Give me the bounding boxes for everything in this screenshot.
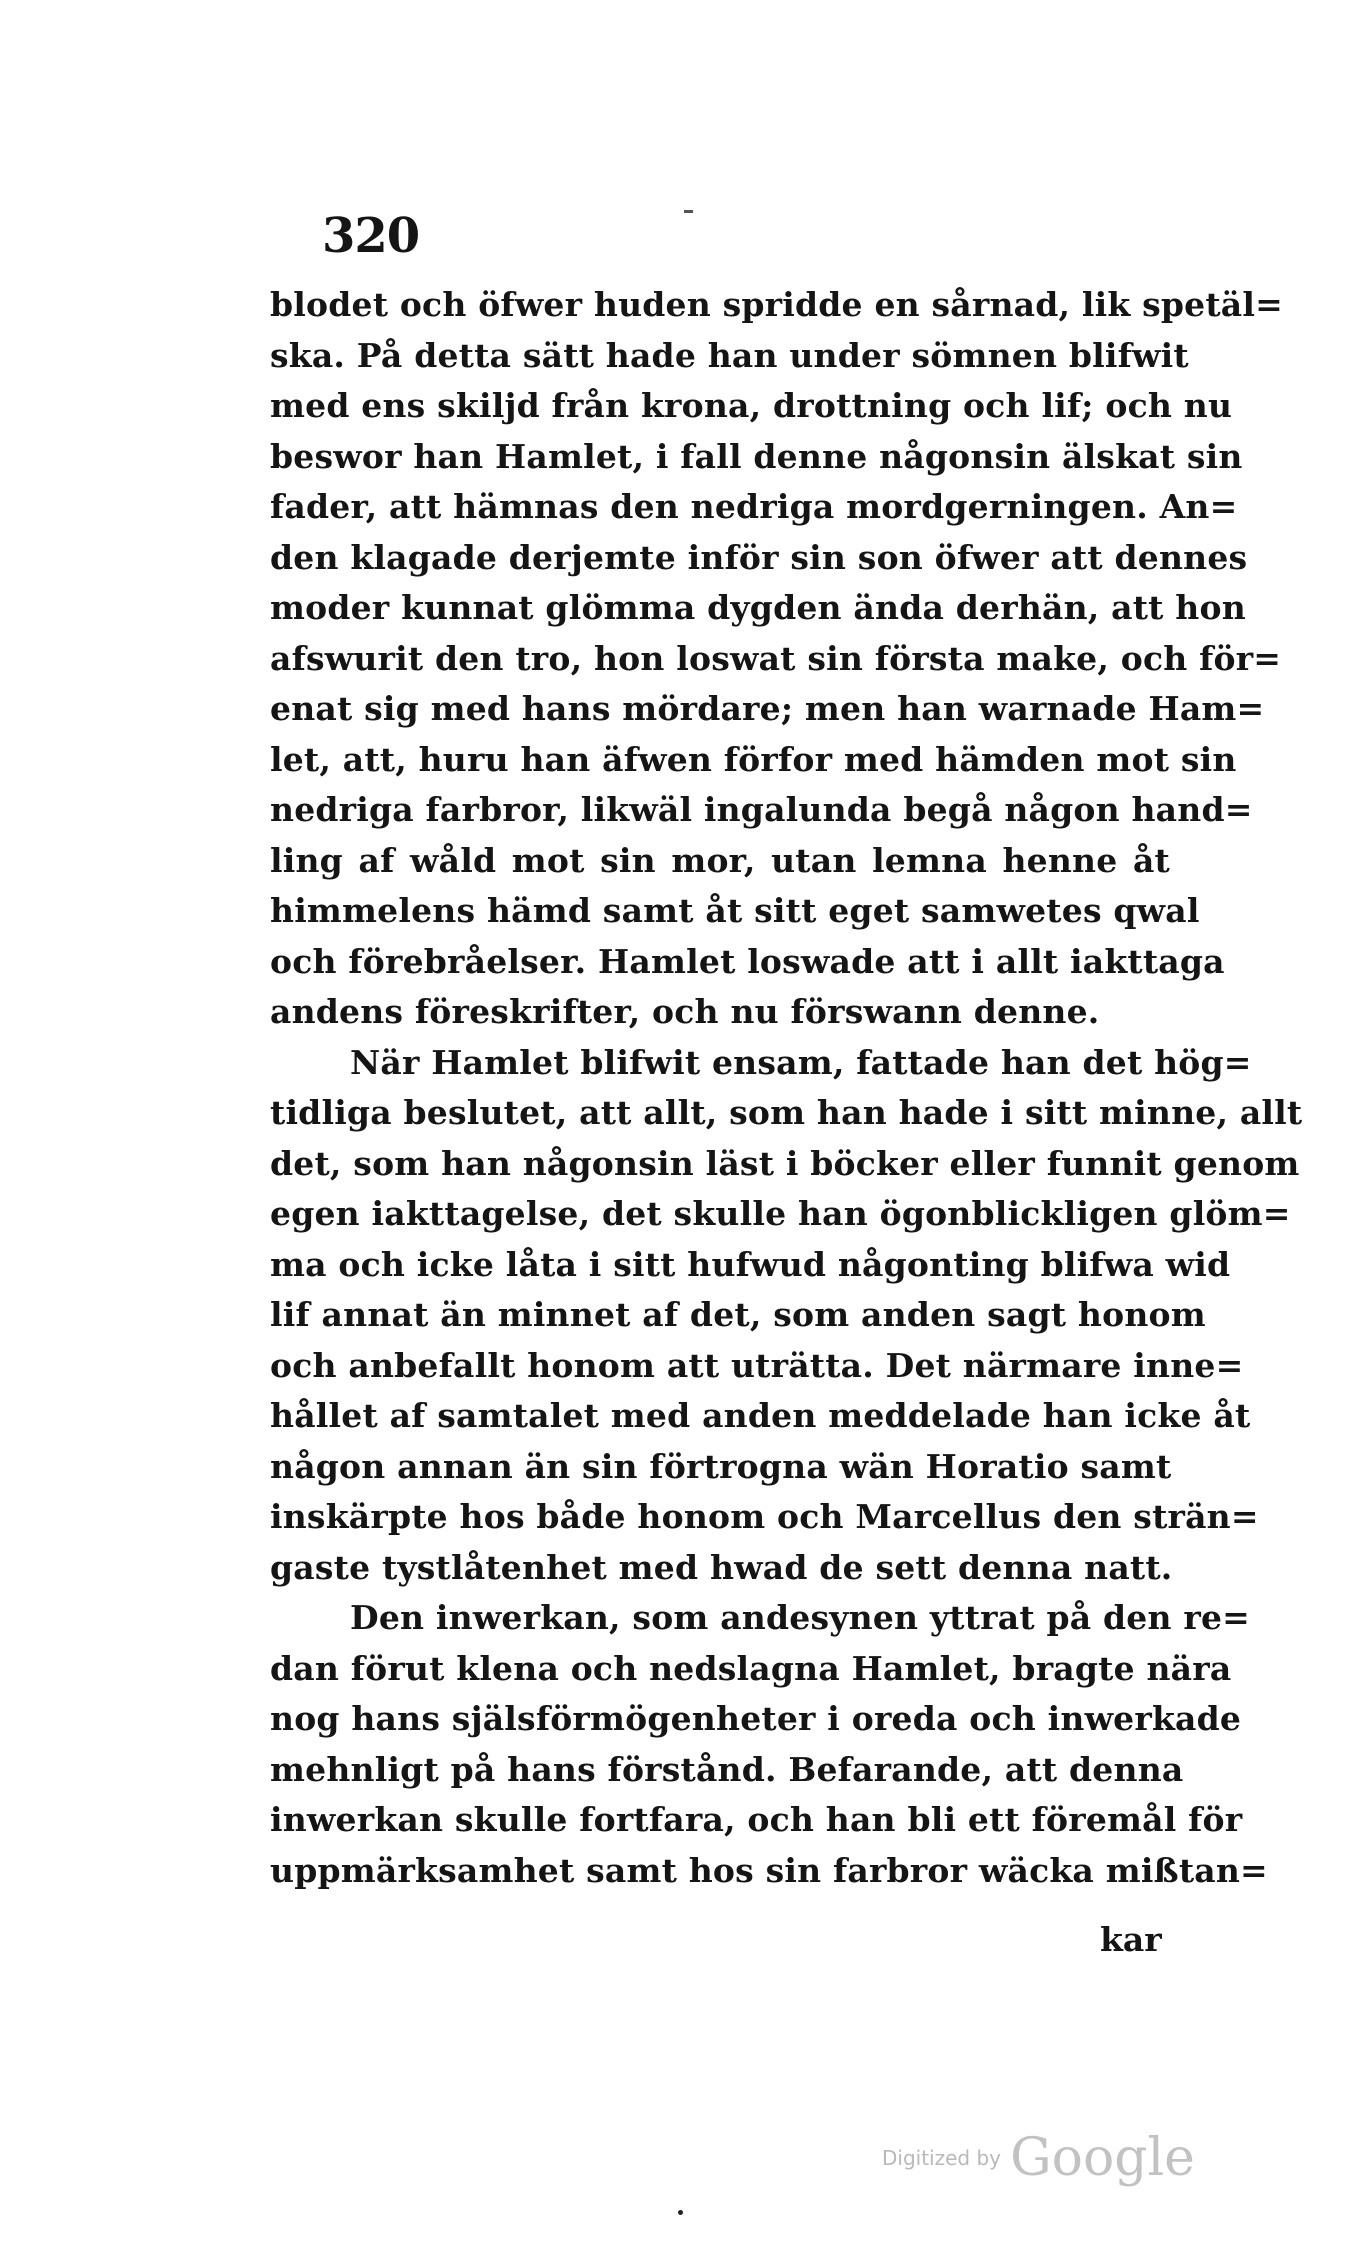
watermark-prefix: Digitized by (882, 2146, 1001, 2170)
text-line: med ens skiljd från krona, drottning och lif; och nu (270, 386, 1233, 425)
page-number: 320 (322, 208, 420, 264)
text-line: andens föreskrifter, och nu förswann denne. (270, 992, 1100, 1031)
text-line: beswor han Hamlet, i fall denne någonsin älskat sin (270, 436, 1243, 476)
paragraph-first-line: Den inwerkan, som andesynen yttrat på den re= (350, 1598, 1250, 1637)
text-line: enat sig med hans mördare; men han warnade Ham= (270, 689, 1265, 728)
google-logo: Google (1010, 2128, 1195, 2188)
text-line: dan förut klena och nedslagna Hamlet, bragte nära (270, 1648, 1232, 1688)
print-mark (684, 210, 693, 213)
text-line: afswurit den tro, hon loswat sin första make, och för= (270, 638, 1282, 678)
text-line: blodet och öfwer huden spridde en sårnad, lik spetäl= (270, 285, 1283, 324)
text-line: gaste tystlåtenhet med hwad de sett denna natt. (270, 1547, 1173, 1587)
body-text (270, 280, 1303, 1896)
text-line: den klagade derjemte inför sin son öfwer att dennes (270, 537, 1248, 577)
text-line: tidliga beslutet, att allt, som han hade i sitt minne, allt (270, 1093, 1303, 1132)
catchword: kar (1100, 1920, 1162, 1959)
text-line: nedriga farbror, likwäl ingalunda begå någon hand= (270, 790, 1253, 829)
text-line: let, att, huru han äfwen förfor med hämden mot sin (270, 739, 1237, 779)
digitization-watermark (882, 2128, 1195, 2188)
text-line: ska. På detta sätt hade han under sömnen blifwit (270, 335, 1189, 375)
text-line: inwerkan skulle fortfara, och han bli ett föremål för (270, 1800, 1243, 1839)
text-line: det, som han någonsin läst i böcker eller funnit genom (270, 1143, 1300, 1183)
text-line: uppmärksamhet samt hos sin farbror wäcka mißtan= (270, 1850, 1268, 1890)
text-line: hållet af samtalet med anden meddelade han icke åt (270, 1396, 1251, 1435)
text-line: moder kunnat glömma dygden ända derhän, att hon (270, 588, 1246, 627)
text-line: och förebråelser. Hamlet loswade att i allt iakttaga (270, 941, 1225, 981)
print-dot (678, 2210, 683, 2215)
text-line: och anbefallt honom att uträtta. Det närmare inne= (270, 1345, 1244, 1385)
text-line: nog hans själsförmögenheter i oreda och inwerkade (270, 1699, 1242, 1738)
text-line: himmelens hämd samt åt sitt eget samwetes qwal (270, 891, 1200, 930)
text-line: ma och icke låta i sitt hufwud någonting blifwa wid (270, 1244, 1231, 1284)
text-line: ling af wåld mot sin mor, utan lemna henne åt (270, 840, 1170, 880)
text-line: mehnligt på hans förstånd. Befarande, att denna (270, 1749, 1184, 1789)
text-line: någon annan än sin förtrogna wän Horatio samt (270, 1446, 1172, 1486)
text-line: egen iakttagelse, det skulle han ögonblickligen glöm= (270, 1194, 1291, 1233)
text-line: lif annat än minnet af det, som anden sagt honom (270, 1295, 1206, 1334)
paragraph-first-line: När Hamlet blifwit ensam, fattade han det hög= (350, 1042, 1252, 1082)
text-line: fader, att hämnas den nedriga mordgerningen. An= (270, 487, 1238, 526)
text-line: inskärpte hos både honom och Marcellus den strän= (270, 1497, 1259, 1536)
